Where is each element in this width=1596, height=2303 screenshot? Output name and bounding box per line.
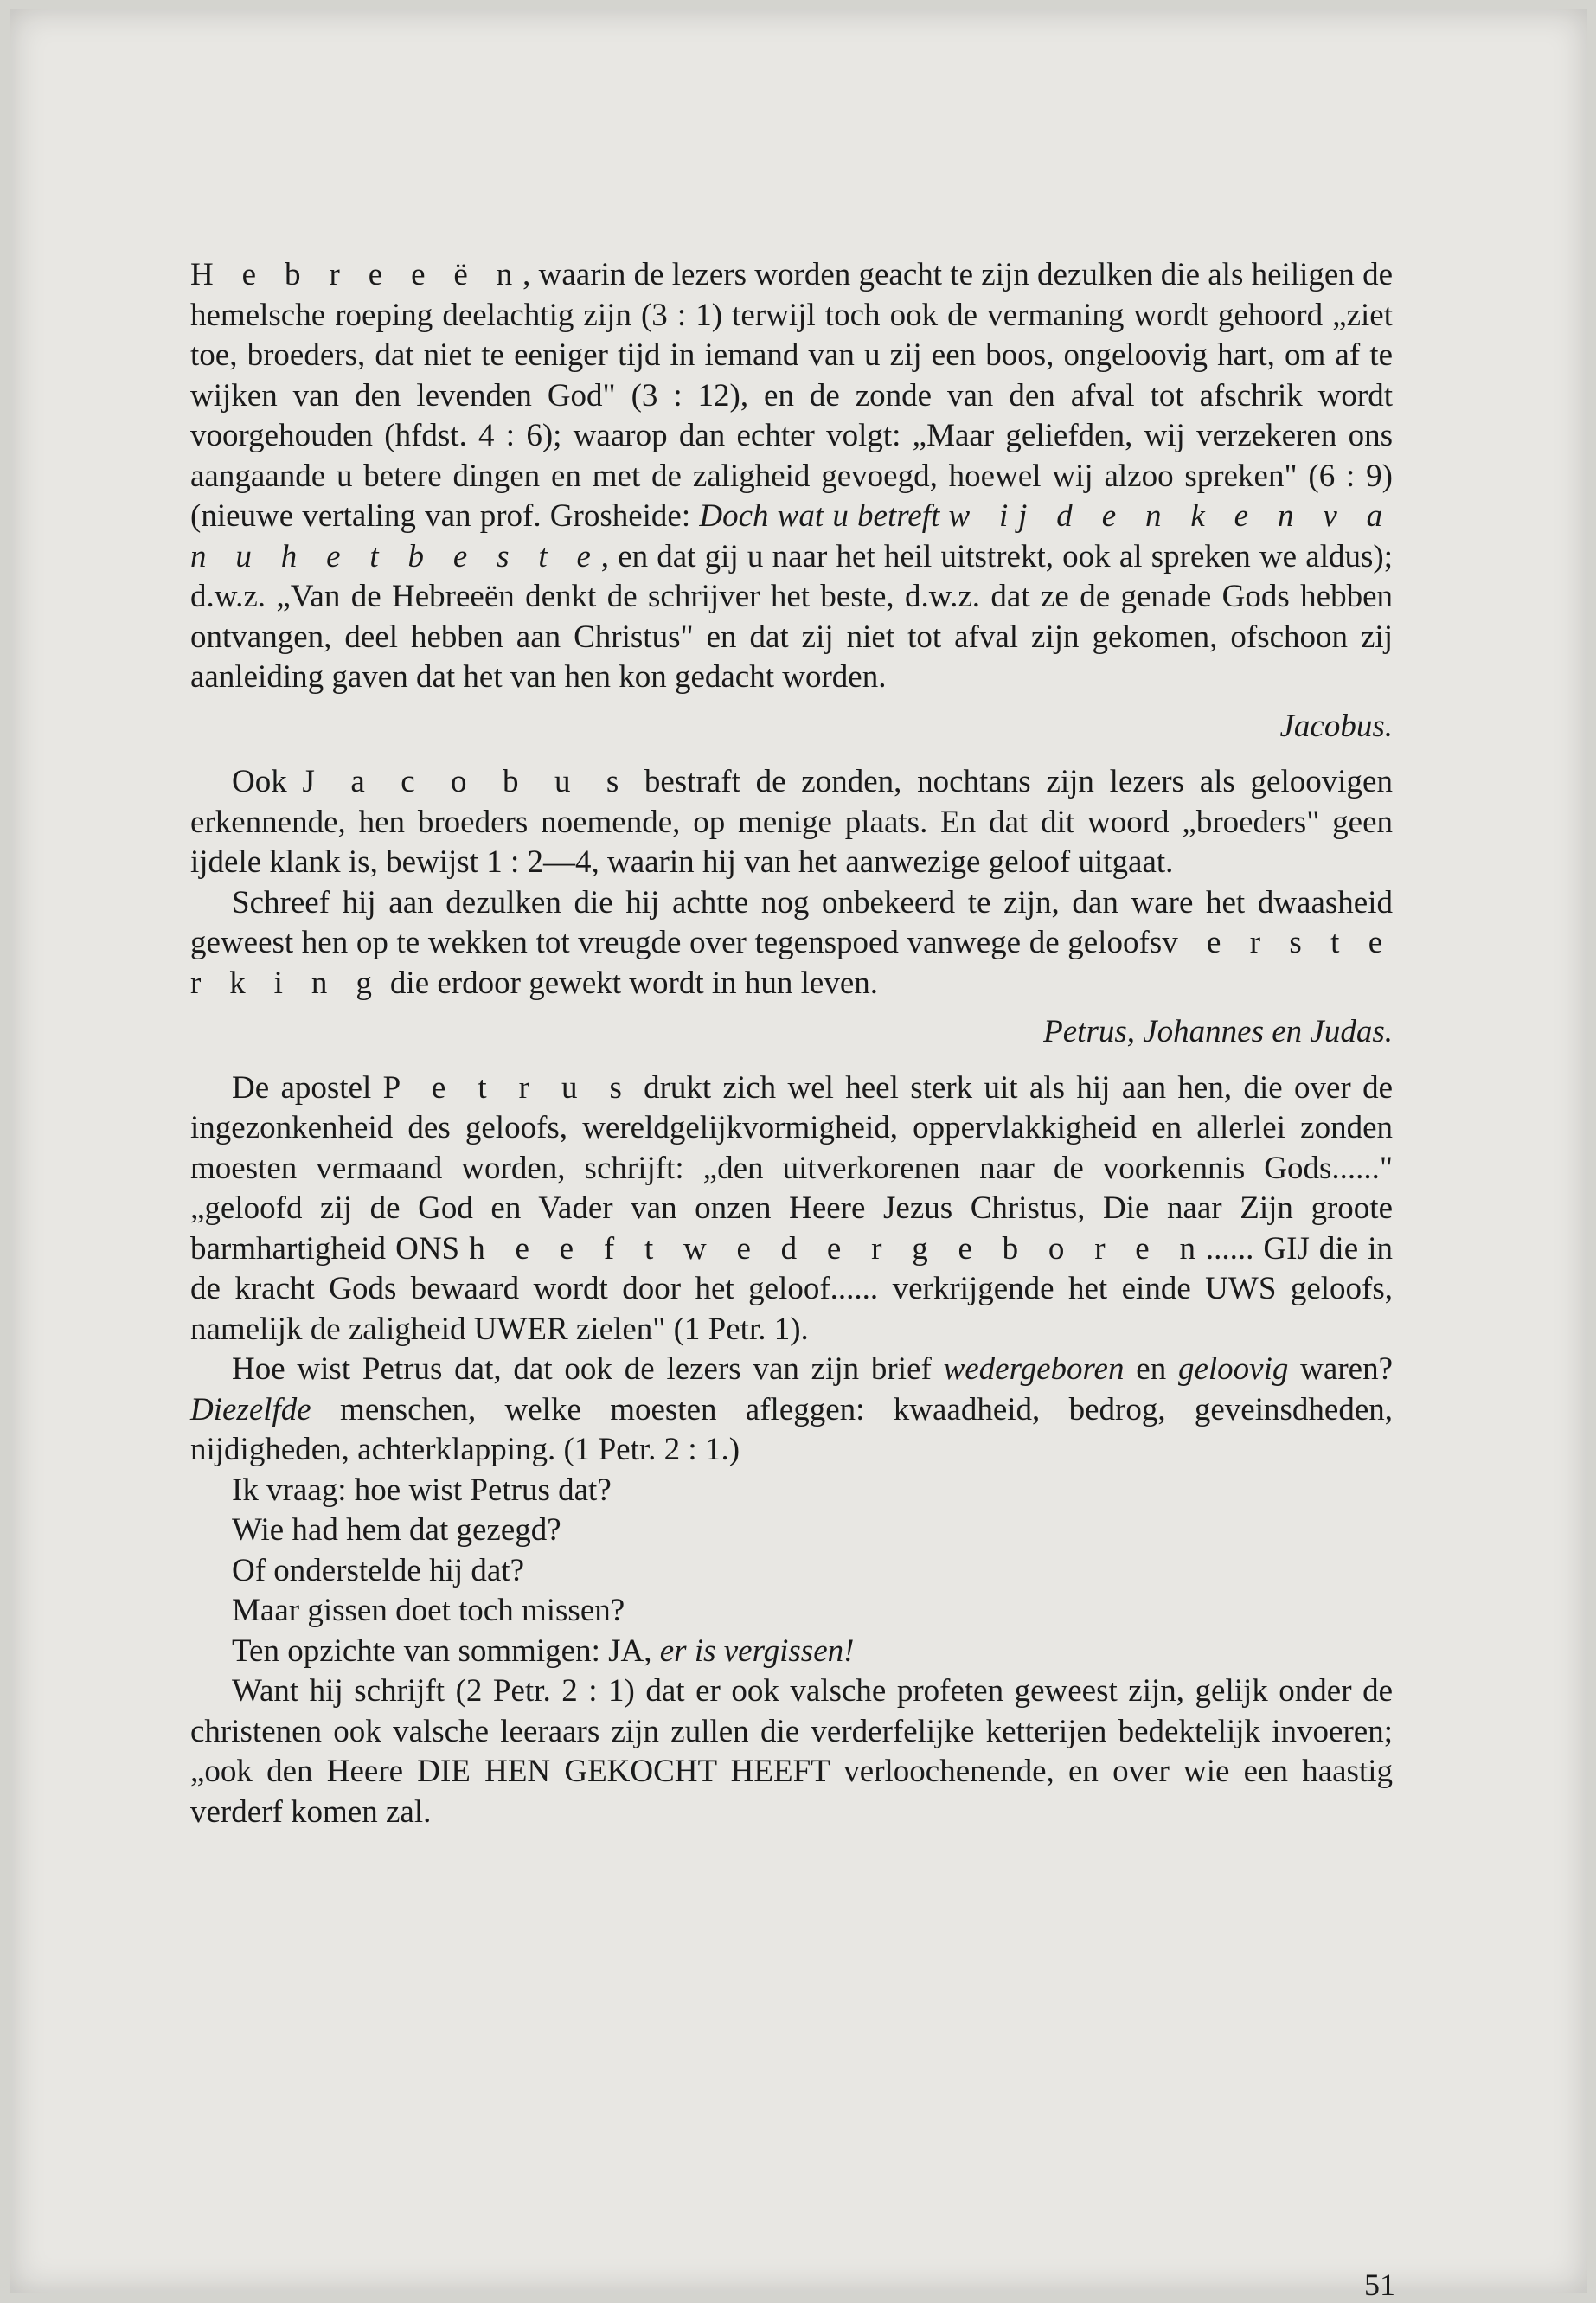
spaced-run: v e r s t e r k i n g — [190, 925, 1393, 1001]
paragraph-petrus-3 — [190, 1632, 1393, 1672]
italic-run: Doch wat u betreft — [699, 498, 949, 534]
paragraph-petrus-1 — [190, 1068, 1393, 1350]
text-run: die erdoor gewekt wordt in hun leven. — [381, 965, 879, 1001]
name-hebreeen: H e b r e e ë n — [190, 257, 523, 292]
text-run: ...... GIJ die in de kracht Gods bewaard wordt door het geloof...... verkrijgende het einde UWS geloofs, namelijk de zaligheid UWER zielen" (1 Petr. 1). — [190, 1230, 1393, 1347]
paragraph-petrus-4: Want hij schrijft (2 Petr. 2 : 1) dat er ook valsche profeten geweest zijn, gelijk onder de christenen ook valsche leeraars zijn zullen die verderfelijke ketterijen bedektelijk invoeren; „ook den Heere DIE HEN GEKOCHT HEEFT verloochenende, en over wie een haastig verderf komen zal. — [190, 1673, 1393, 1830]
heading-petrus: Petrus, Johannes en Judas. — [1043, 1014, 1393, 1049]
text-run: bestraft de zonden, nochtans zijn lezers als geloovigen erkennende, hen broeders noemende, op menige plaats. En dat dit woord „broeders" geen ijdele klank is, bewijst 1 : 2—4, waarin hij van het aanwezige geloof uitgaat. — [190, 764, 1393, 880]
text-run: Ten opzichte van sommigen: JA, — [232, 1633, 660, 1669]
book-page — [10, 9, 1587, 2302]
text-run: , en dat gij u naar het heil uitstrekt, ook al spreken we aldus); d.w.z. „Van de Hebreeën denkt de schrijver het beste, d.w.z. dat ze de genade Gods hebben ontvangen, deel hebben aan Christus" en dat zij niet tot afval zijn gekomen, ofschoon zij aanleiding gaven dat het van hen kon gedacht worden. — [190, 538, 1393, 695]
italic-run: geloovig — [1177, 1351, 1289, 1387]
heading-jacobus: Jacobus. — [1279, 708, 1393, 744]
text-run: , waarin de lezers worden geacht te zijn dezulken die als heiligen de hemelsche roeping deelachtig zijn (3 : 1) terwijl toch ook de vermaning wordt gehoord „ziet toe, broeders, dat niet te eeniger tijd in iemand van u zij een boos, ongeloovig hart, om af te wijken van den levenden God" (3 : 12), en de zonde van den afval tot afschrik wordt voorgehouden (hfdst. 4 : 6); waarop dan echter volgt: „Maar geliefden, wij verzekeren ons aangaande u betere dingen en met de zaligheid gevoegd, hoewel wij alzoo spreken" (6 : 9) (nieuwe vertaling van prof. Grosheide: — [190, 257, 1393, 534]
spaced-run: h e e f t w e d e r g e b o r e n — [469, 1230, 1206, 1267]
paragraph-jacobus-2 — [190, 883, 1393, 1004]
italic-run: Diezelfde — [190, 1391, 311, 1427]
paragraph-jacobus-1 — [190, 762, 1393, 883]
question-line: Wie had hem dat gezegd? — [232, 1512, 561, 1548]
text-run: De apostel — [232, 1069, 383, 1106]
text-run: drukt zich wel heel sterk uit als hij aan hen, die over de ingezonkenheid des geloofs, wereldgelijkvormigheid, oppervlakkigheid en allerlei zonden moesten vermaand worden, schrijft: „den uitverkorenen naar de voorkennis Gods......" „geloofd zij de God en Vader van onzen Heere Jezus Christus, Die naar Zijn groote barmhartigheid ONS — [190, 1069, 1393, 1267]
italic-run: wedergeboren — [943, 1351, 1125, 1387]
question-line: Maar gissen doet toch missen? — [232, 1593, 625, 1628]
italic-spaced-run: w ij d e n k e n v a n u h e t b e s t e — [190, 498, 1394, 574]
page-number: 51 — [1364, 2268, 1395, 2302]
text-run: waren? — [1288, 1351, 1393, 1387]
paragraph-hebreeen — [190, 255, 1393, 698]
text-run: Schreef hij aan dezulken die hij achtte nog onbekeerd te zijn, dan ware het dwaasheid geweest hen op te wekken tot vreugde over tegenspoed vanwege de geloofs — [190, 884, 1393, 960]
text-run: menschen, welke moesten afleggen: kwaadheid, bedrog, geveinsdheden, nijdigheden, achterklapping. (1 Petr. 2 : 1.) — [190, 1391, 1393, 1467]
name-jacobus: J a c o b u s — [302, 764, 630, 799]
paragraph-petrus-2 — [190, 1350, 1393, 1471]
text-run: en — [1124, 1351, 1178, 1387]
page-body — [190, 255, 1393, 1832]
text-run: Hoe wist Petrus dat, dat ook de lezers van zijn brief — [232, 1351, 944, 1387]
name-petrus: P e t r u s — [382, 1069, 632, 1106]
question-line: Of onderstelde hij dat? — [232, 1552, 525, 1588]
italic-run: er is vergissen! — [659, 1633, 855, 1669]
question-line: Ik vraag: hoe wist Petrus dat? — [232, 1472, 612, 1508]
text-run: Ook — [232, 764, 303, 799]
